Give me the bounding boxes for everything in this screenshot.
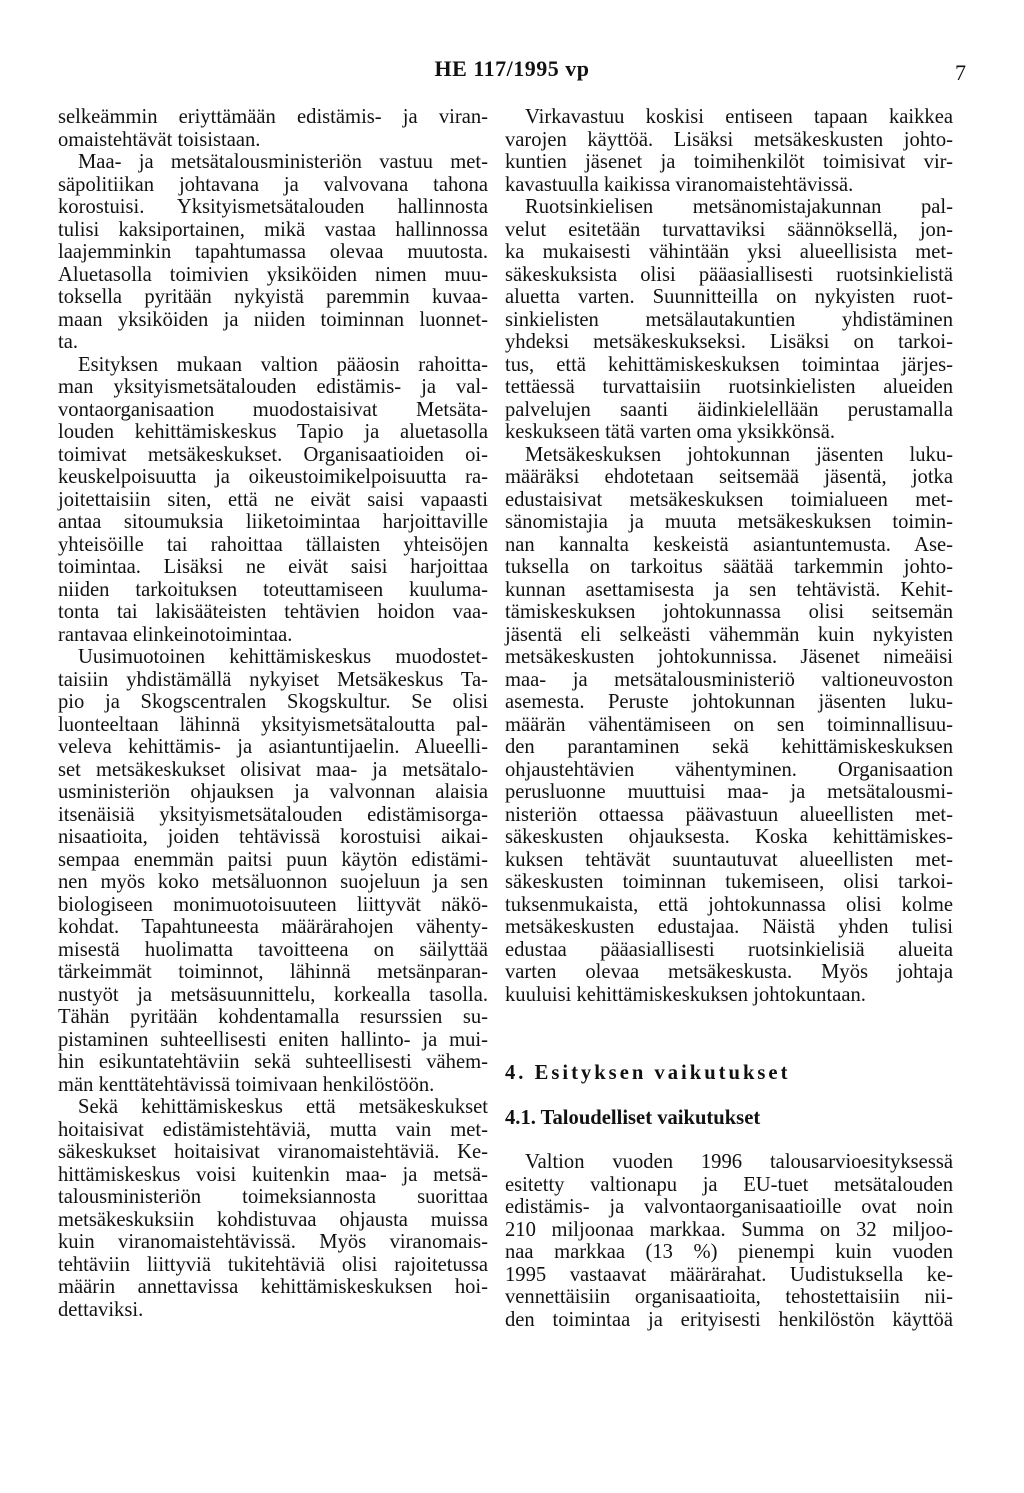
text-line: niiden tarkoituksen toteuttamiseen kuuluma-	[58, 578, 488, 601]
text-line: aluetta varten. Suunnitteilla on nykyisten ruot-	[505, 286, 953, 308]
text-line: Sekä kehittämiskeskus että metsäkeskukset	[78, 1096, 488, 1118]
text-line: selkeämmin eriyttämään edistämis- ja viran-	[58, 106, 488, 128]
text-line: set metsäkeskukset olisivat maa- ja metsätalo-	[58, 758, 488, 781]
text-line: varojen käyttöä. Lisäksi metsäkeskusten johto-	[505, 128, 953, 151]
text-line: nen myös koko metsäluonnon suojeluun ja sen	[58, 871, 488, 893]
text-line: maan yksiköiden ja niiden toiminnan luonnet-	[58, 308, 488, 331]
text-line: usministeriön ohjauksen ja valvonnan alaisia	[58, 781, 488, 803]
text-line: kunnan asettamisesta ja sen tehtävistä. Kehit-	[505, 578, 953, 601]
text-line: nustyöt ja metsäsuunnittelu, korkealla tasolla.	[58, 983, 488, 1006]
text-line: naa markkaa (13 %) pienempi kuin vuoden	[505, 1241, 953, 1263]
text-line: toimintaa. Lisäksi ne eivät saisi harjoittaa	[58, 556, 488, 578]
text-line: toimivat metsäkeskukset. Organisaatioiden oi-	[58, 443, 488, 466]
text-line: antaa sitoumuksia liiketoimintaa harjoittaville	[58, 511, 488, 533]
text-line: tonta tai lakisääteisten tehtävien hoidon vaa-	[58, 601, 488, 623]
text-line: män kenttätehtävissä toimivaan henkilöstöön.	[58, 1073, 435, 1096]
text-line: metsäkeskusten edustajaa. Näistä yhden tulisi	[505, 916, 953, 938]
subsection-heading: 4.1. Taloudelliset vaikutukset	[505, 1106, 761, 1129]
text-line: luonteeltaan lähinnä yksityismetsätaloutta pal-	[58, 713, 488, 736]
text-line: tettäessä turvattaisiin ruotsinkielisten alueiden	[505, 376, 953, 398]
text-line: Uusimuotoinen kehittämiskeskus muodostet-	[78, 646, 488, 668]
text-line: kohdat. Tapahtuneesta määrärahojen vähenty-	[58, 916, 488, 938]
text-line: määrin annettavissa kehittämiskeskuksen hoi-	[58, 1276, 488, 1298]
text-line: ohjaustehtävien vähentyminen. Organisaation	[505, 758, 953, 781]
text-line: keuskelpoisuutta ja oikeustoimikelpoisuutta ra-	[58, 466, 488, 488]
text-line: edustaisivat metsäkeskuksen toimialueen met-	[505, 488, 953, 511]
section-heading: 4. Esityksen vaikutukset	[505, 1062, 791, 1084]
text-line: sempaa enemmän paitsi puun käytön edistämi-	[58, 848, 488, 871]
text-line: Tähän pyritään kohdentamalla resurssien su-	[58, 1006, 488, 1028]
text-line: veleva kehittämis- ja asiantuntijaelin. Alueelli-	[58, 736, 488, 758]
text-line: nan kannalta keskeistä asiantuntemusta. Ase-	[505, 533, 953, 556]
paragraph	[505, 444, 953, 1007]
text-line: Esityksen mukaan valtion pääosin rahoitta-	[78, 353, 488, 376]
text-line: Aluetasolla toimivien yksiköiden nimen muu-	[58, 263, 488, 286]
text-line: hoitaisivat edistämistehtäviä, mutta vain met-	[58, 1118, 488, 1141]
text-line: pistaminen suhteellisesti eniten hallinto- ja mui-	[58, 1028, 488, 1051]
text-line: keskukseen tätä varten oma yksikkönsä.	[505, 421, 835, 443]
text-line: tulisi kaksiportainen, mikä vastaa hallinnossa	[58, 218, 488, 241]
text-line: säkeskusten ohjauksesta. Koska kehittämiskes-	[505, 826, 953, 848]
running-header: HE 117/1995 vp	[434, 56, 590, 81]
text-line: velut esitetään turvattaviksi säännöksellä, jon-	[505, 218, 953, 241]
text-line: määrän vähentämiseen on sen toiminnallisuu-	[505, 713, 953, 736]
text-line: tuksella on tarkoitus säätää tarkemmin johto-	[505, 556, 953, 578]
text-line: määräksi ehdotetaan seitsemää jäsentä, jotka	[505, 466, 953, 488]
text-line: tus, että kehittämiskeskuksen toimintaa järjes-	[505, 353, 953, 376]
text-line: Maa- ja metsätalousministeriön vastuu met-	[78, 151, 488, 173]
text-line: dettaviksi.	[58, 1298, 144, 1321]
text-line: yhdeksi metsäkeskukseksi. Lisäksi on tarkoi-	[505, 331, 953, 353]
text-line: jäsentä eli selkeästi vähemmän kuin nykyisten	[505, 623, 953, 646]
text-line: esitetty valtionapu ja EU-tuet metsätalouden	[505, 1173, 953, 1196]
text-line: nisteriön ottaessa päävastuun alueellisten met-	[505, 803, 953, 826]
paragraph	[58, 646, 488, 1096]
text-line: metsäkeskusten johtokunnissa. Jäsenet nimeäisi	[505, 646, 953, 668]
text-line: hin esikuntatehtäviin sekä suhteellisesti vähem-	[58, 1051, 488, 1073]
text-line: laajemminkin tapahtumassa olevaa muutosta.	[58, 241, 488, 263]
text-line: korostuisi. Yksityismetsätalouden hallinnosta	[58, 196, 488, 218]
text-line: säpolitiikan johtavana ja valvovana tahona	[58, 173, 488, 196]
text-line: tehtäviin liittyviä tukitehtäviä olisi rajoitetussa	[58, 1253, 488, 1276]
text-line: man yksityismetsätalouden edistämis- ja val-	[58, 376, 488, 398]
text-line: ka mukaisesti vähintään yksi alueellisista met-	[505, 241, 953, 263]
text-line: säkeskuksista olisi pääasiallisesti ruotsinkielistä	[505, 263, 953, 286]
text-line: sinkielisten metsälautakuntien yhdistäminen	[505, 308, 953, 331]
text-line: vontaorganisaation muodostaisivat Metsäta-	[58, 398, 488, 421]
paragraph	[505, 106, 953, 196]
paragraph	[505, 196, 953, 444]
text-line: biologiseen monimuotoisuuteen liittyvät näkö-	[58, 893, 488, 916]
text-line: talousministeriön toimeksiannosta suorittaa	[58, 1186, 488, 1208]
text-line: metsäkeskuksiin kohdistuvaa ohjausta muissa	[58, 1208, 488, 1231]
text-line: rantavaa elinkeinotoimintaa.	[58, 623, 293, 646]
text-line: taisiin yhdistämällä nykyiset Metsäkeskus Ta-	[58, 668, 488, 691]
text-line: kuntien jäsenet ja toimihenkilöt toimisivat vir-	[505, 151, 953, 173]
text-line: den parantaminen sekä kehittämiskeskuksen	[505, 736, 953, 758]
left-column	[58, 106, 488, 1321]
text-line: edustaa pääasiallisesti ruotsinkielisiä alueita	[505, 938, 953, 961]
text-line: 210 miljoonaa markkaa. Summa on 32 miljoo-	[505, 1218, 953, 1241]
text-line: Valtion vuoden 1996 talousarvioesityksessä	[525, 1151, 953, 1173]
text-line: 1995 vastaavat määrärahat. Uudistuksella ke-	[505, 1263, 953, 1286]
text-line: misestä huolimatta tavoitteena on säilyttää	[58, 938, 488, 961]
paragraph	[58, 106, 488, 151]
text-line: louden kehittämiskeskus Tapio ja aluetasolla	[58, 421, 488, 443]
text-line: toksella pyritään nykyistä paremmin kuvaa-	[58, 286, 488, 308]
text-line: tärkeimmät toiminnot, lähinnä metsänparan-	[58, 961, 488, 983]
text-line: joitettaisiin siten, että ne eivät saisi vapaasti	[58, 488, 488, 511]
text-line: ta.	[58, 331, 79, 353]
text-line: kavastuulla kaikissa viranomaistehtävissä.	[505, 173, 854, 196]
text-line: kuuluisi kehittämiskeskuksen johtokuntaan.	[505, 983, 866, 1006]
right-column	[505, 106, 953, 1331]
text-line: itsenäisiä yksityismetsätalouden edistämisorga-	[58, 803, 488, 826]
text-line: vennettäisiin organisaatioita, tehostettaisiin nii-	[505, 1286, 953, 1308]
text-line: kuksen tehtävät suuntautuvat alueellisten met-	[505, 848, 953, 871]
text-line: omaistehtävät toisistaan.	[58, 128, 261, 151]
text-line: pio ja Skogscentralen Skogskultur. Se olisi	[58, 691, 488, 713]
text-line: sänomistajia ja muuta metsäkeskuksen toimin-	[505, 511, 953, 533]
paragraph	[505, 1151, 953, 1331]
text-line: hittämiskeskus voisi kuitenkin maa- ja metsä-	[58, 1163, 488, 1186]
text-line: kuin viranomaistehtävissä. Myös viranomais-	[58, 1231, 488, 1253]
text-line: Ruotsinkielisen metsänomistajakunnan pal-	[525, 196, 953, 218]
page-number: 7	[955, 60, 966, 85]
text-line: säkeskukset hoitaisivat viranomaistehtäviä. Ke-	[58, 1141, 488, 1163]
text-line: tämiskeskuksen johtokunnassa olisi seitsemän	[505, 601, 953, 623]
text-line: edistämis- ja valvontaorganisaatioille ovat noin	[505, 1196, 953, 1218]
text-line: den toimintaa ja erityisesti henkilöstön käyttöä	[505, 1308, 953, 1331]
paragraph	[58, 354, 488, 647]
text-line: maa- ja metsätalousministeriö valtioneuvoston	[505, 668, 953, 691]
text-line: varten olevaa metsäkeskusta. Myös johtaja	[505, 961, 953, 983]
text-line: tuksenmukaista, että johtokunnassa olisi kolme	[505, 893, 953, 916]
text-line: yhteisöille tai rahoittaa tällaisten yhteisöjen	[58, 533, 488, 556]
text-line: Virkavastuu koskisi entiseen tapaan kaikkea	[525, 106, 953, 128]
text-line: palvelujen saanti äidinkielellään perustamalla	[505, 398, 953, 421]
paragraph	[58, 1096, 488, 1321]
text-line: nisaatioita, joiden tehtävissä korostuisi aikai-	[58, 826, 488, 848]
text-line: perusluonne muuttuisi maa- ja metsätalousmi-	[505, 781, 953, 803]
text-line: asemesta. Peruste johtokunnan jäsenten luku-	[505, 691, 953, 713]
text-line: säkeskusten toiminnan tukemiseen, olisi tarkoi-	[505, 871, 953, 893]
text-line: Metsäkeskuksen johtokunnan jäsenten luku-	[525, 443, 953, 466]
paragraph	[58, 151, 488, 354]
